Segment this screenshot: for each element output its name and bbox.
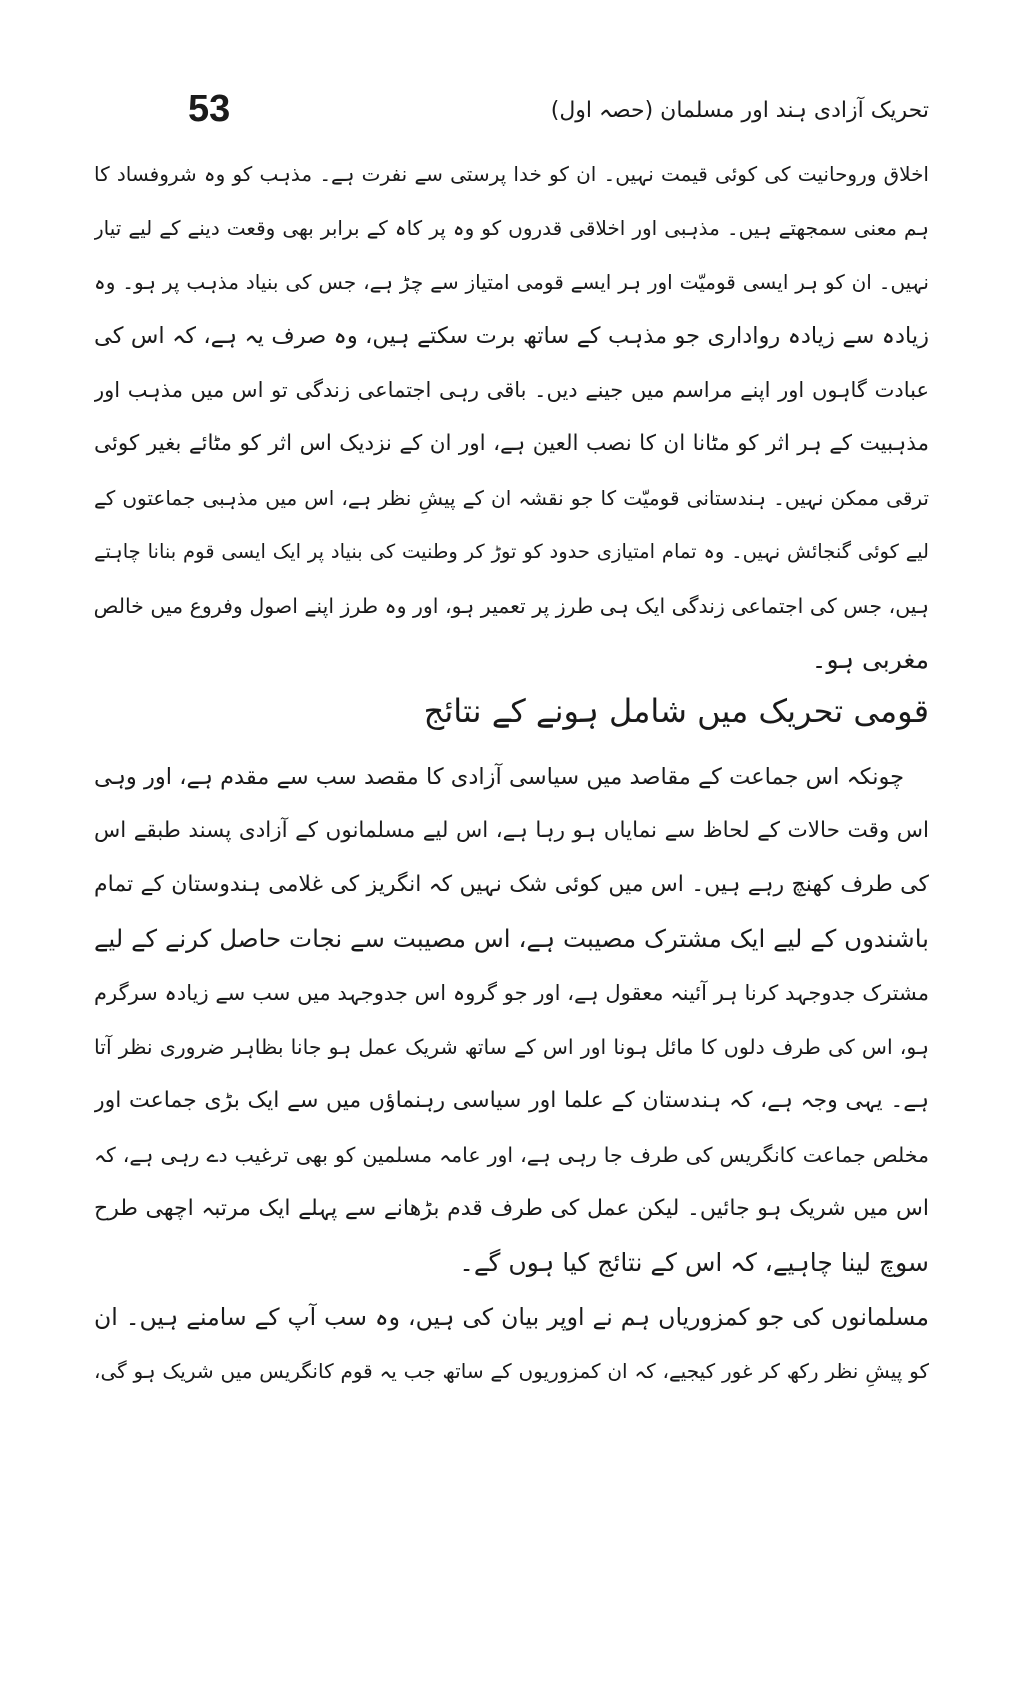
text-line: ہے۔ یہی وجہ ہے، کہ ہندستان کے علما اور سیاسی رہنماؤں میں سے ایک بڑی جماعت اور — [94, 1088, 929, 1113]
page-number: 53 — [188, 88, 231, 130]
text-line: نہیں۔ ان کو ہر ایسی قومیّت اور ہر ایسے قومی امتیاز سے چڑ ہے، جس کی بنیاد مذہب پر ہو۔ وہ — [94, 270, 929, 294]
text-line: مشترک جدوجہد کرنا ہر آئینہ معقول ہے، اور جو گروہ اس جدوجہد میں سب سے زیادہ سرگرم — [94, 981, 929, 1005]
text-line: کو پیشِ نظر رکھ کر غور کیجیے، کہ ان کمزوریوں کے ساتھ جب یہ قوم کانگریس میں شریک ہو گی، — [94, 1359, 929, 1383]
text-line: ہم معنی سمجھتے ہیں۔ مذہبی اور اخلاقی قدروں کو وہ پر کاہ کے برابر بھی وقعت دینے کے لیے تیار — [94, 216, 929, 240]
text-line: اس میں شریک ہو جائیں۔ لیکن عمل کی طرف قدم بڑھانے سے پہلے ایک مرتبہ اچھی طرح — [94, 1196, 929, 1221]
text-line: کی طرف کھنچ رہے ہیں۔ اس میں کوئی شک نہیں کہ انگریز کی غلامی ہندوستان کے تمام — [94, 872, 929, 897]
text-line: باشندوں کے لیے ایک مشترک مصیبت ہے، اس مصیبت سے نجات حاصل کرنے کے لیے — [94, 924, 929, 953]
text-line: مذہبیت کے ہر اثر کو مٹانا ان کا نصب العین ہے، اور ان کے نزدیک اس اثر کو مٹائے بغیر کوئی — [94, 431, 929, 456]
text-line: ہیں، جس کی اجتماعی زندگی ایک ہی طرز پر تعمیر ہو، اور وہ طرز اپنے اصول وفروع میں خالص — [94, 594, 929, 618]
text-line: زیادہ سے زیادہ رواداری جو مذہب کے ساتھ برت سکتے ہیں، وہ صرف یہ ہے، کہ اس کی — [94, 323, 929, 349]
text-line: ہو، اس کی طرف دلوں کا مائل ہونا اور اس کے ساتھ شریک عمل ہو جانا بظاہر ضروری نظر آتا — [94, 1035, 929, 1059]
text-line: چونکہ اس جماعت کے مقاصد میں سیاسی آزادی کا مقصد سب سے مقدم ہے، اور وہی — [94, 764, 904, 790]
text-line: لیے کوئی گنجائش نہیں۔ وہ تمام امتیازی حدود کو توڑ کر وطنیت کی بنیاد پر ایک ایسی قوم بنانا چاہتے — [94, 540, 929, 563]
text-line: مخلص جماعت کانگریس کی طرف جا رہی ہے، اور عامہ مسلمین کو بھی ترغیب دے رہی ہے، کہ — [94, 1143, 929, 1167]
text-line: مغربی ہو۔ — [811, 645, 929, 674]
section-heading: قومی تحریک میں شامل ہونے کے نتائج — [423, 692, 929, 730]
running-title: تحریک آزادی ہند اور مسلمان (حصہ اول) — [550, 98, 929, 123]
text-line: اخلاق وروحانیت کی کوئی قیمت نہیں۔ ان کو خدا پرستی سے نفرت ہے۔ مذہب کو وہ شروفساد کا — [94, 162, 929, 186]
text-line: اس وقت حالات کے لحاظ سے نمایاں ہو رہا ہے، اس لیے مسلمانوں کے آزادی پسند طبقے اس — [94, 818, 929, 843]
text-line: عبادت گاہوں اور اپنے مراسم میں جینے دیں۔ باقی رہی اجتماعی زندگی تو اس میں مذہب اور — [94, 378, 929, 402]
text-line: ترقی ممکن نہیں۔ ہندستانی قومیّت کا جو نقشہ ان کے پیشِ نظر ہے، اس میں مذہبی جماعتوں کے — [94, 486, 929, 510]
text-line: سوچ لینا چاہیے، کہ اس کے نتائج کیا ہوں گے۔ — [459, 1248, 929, 1277]
text-line: مسلمانوں کی جو کمزوریاں ہم نے اوپر بیان کی ہیں، وہ سب آپ کے سامنے ہیں۔ ان — [94, 1303, 929, 1331]
